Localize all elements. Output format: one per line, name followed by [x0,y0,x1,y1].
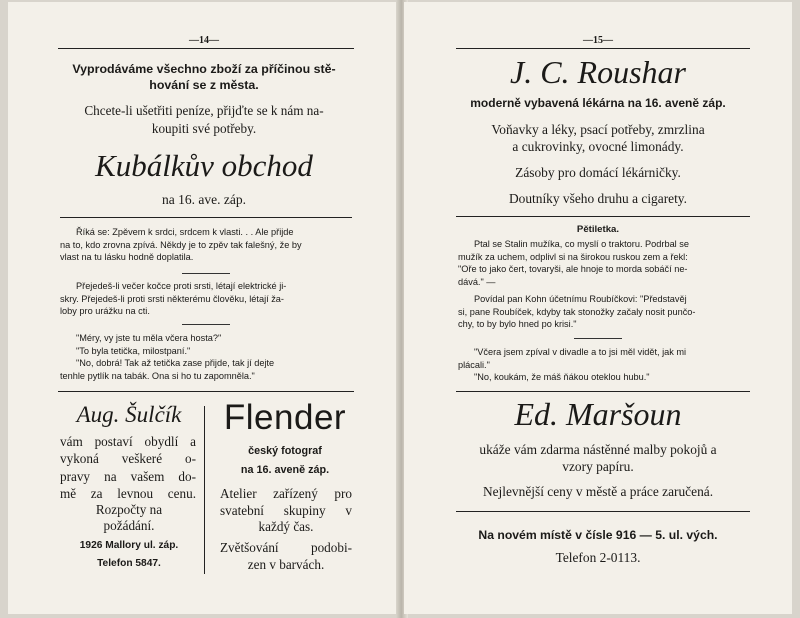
marsoun-location: Na novém místě v čísle 916 — 5. ul. vých. [478,528,718,542]
ad-divider [204,406,205,574]
marsoun-name: Ed. Maršoun [514,396,682,432]
anecdote-singing [60,226,352,264]
sulcik-line: vykoná veškeré o- [60,451,196,467]
flender-name: Flender [223,398,347,437]
anecdote-line: dává." — [458,276,496,287]
right-page [404,2,792,614]
sulcik-body [60,433,196,503]
flender-line: Atelier zařízený pro [220,486,352,501]
roushar-tagline: moderně vybavená lékárna na 16. avenĕ záp. [470,96,726,110]
sulcik-estimate-line2: požádání. [103,518,155,533]
flender-body [220,486,352,536]
page-number: —15— [583,35,613,46]
anecdote-stalin [458,238,750,288]
anecdote-line: vlast na tu lásku hodně doplatila. [60,252,194,263]
anecdote-line: "No, dobrá! Tak až tetička zase přijde, tak jí dejte [76,358,275,369]
anecdote-line: Ptal se Stalin mužíka, co myslí o traktoru. Podrbal se [474,239,689,249]
roushar-products-line1: Voňavky a léky, psací potřeby, zmrzlina [491,122,705,137]
anecdote-line: si, pane Roubíček, kdyby tak stonožky začaly nosit punčo- [458,306,696,317]
roushar-name: J. C. Roushar [510,54,686,90]
divider [182,273,230,274]
roushar-cigars: Doutníky všeho druhu a cigarety. [508,191,687,206]
section-rule [60,217,352,218]
section-rule [58,391,354,392]
sulcik-address: 1926 Mallory ul. záp. [79,540,179,551]
flender-line: každý čas. [258,519,314,535]
anecdote-cat [60,280,352,318]
roushar-supplies: Zásoby pro domácí lékárničky. [515,165,681,180]
section-rule [456,511,750,512]
savings-line1: Chcete-li ušetřiti peníze, přijďte se k nám na- [84,103,324,118]
top-rule [58,48,354,49]
divider [574,338,622,339]
anecdote-mary [60,332,352,382]
sulcik-line: pravy na vašem do- [60,468,196,484]
anecdote-line: skry. Přejedeš-li proti srsti některému člověku, létají ža- [60,293,284,304]
section-rule [456,216,750,217]
flender-line: zen v barvách. [247,556,325,572]
savings-line2: koupiti své potřeby. [151,121,257,136]
flender-enlarge [220,540,352,573]
sulcik-estimate-line1: Rozpočty na [95,502,163,517]
marsoun-line1: ukáže vám zdarma nástěnné malby pokojů a [479,442,717,457]
sulcik-phone: Telefon 5847. [97,558,161,569]
flender-subtitle: český fotograf [248,445,322,457]
anecdote-theatre [458,346,750,384]
store-name: Kubálkův obchod [95,148,313,183]
roushar-products-line2: a cukrovinky, ovocné limonády. [512,139,684,154]
anecdote-line: "Méry, vy jste tu měla včera hosta?" [76,333,222,343]
anecdote-line: tenhle pytlík na tabák. Ona si ho tu zapomněla." [60,370,255,381]
anecdote-line: Povídal pan Kohn účetnímu Roubíčkovi: "Představěj [474,294,687,304]
divider [182,324,230,325]
anecdote-line: "Oře to jako čert, tovaryši, ale hnoje to morda sobáčí ne- [458,264,688,275]
petiletka-title: Pětiletka. [576,224,620,235]
anecdote-line: Přejedeš-li večer kočce proti srsti, létají elektrické ji- [76,281,287,291]
marsoun-prices: Nejlevnější ceny v městě a práce zaručená. [482,484,714,499]
anecdote-line: "Včera jsem zpíval v divadle a to jsi měl vidět, jak mi [474,347,687,357]
section-rule [456,391,750,392]
store-address: na 16. ave. záp. [162,192,246,207]
marsoun-phone: Telefon 2-0113. [555,550,641,565]
anecdote-line: "No, koukám, že máš ňákou oteklou hubu." [474,372,650,383]
anecdote-line: na to, kdo zrovna zpívá. Někdy je to zpěv tak falešný, že by [60,239,302,250]
anecdote-line: chy, to by bylo hned po krisi." [458,319,577,330]
anecdote-line: Říká se: Zpěvem k srdci, srdcem k vlasti. . . Ale přijde [76,227,294,237]
top-rule [456,48,750,49]
flender-line: svatební skupiny v [220,502,352,518]
sulcik-line: mě za levnou cenu. [60,486,196,502]
anecdote-line: loby pro urážku na cti. [60,306,150,317]
closing-notice-line1: Vyprodáváme všechno zboží za příčinou stě- [72,62,336,76]
anecdote-line: mužík za uchem, odplivl si na širokou ruskou zem a řekl: [458,251,688,262]
anecdote-kohn [458,293,750,331]
anecdote-line: "To byla tetička, milostpaní." [76,345,191,356]
flender-address: na 16. avenĕ záp. [240,464,330,476]
sulcik-line: vám postaví obydlí a [60,434,196,449]
anecdote-line: plácali." [458,359,490,370]
sulcik-name: Aug. Šulčík [76,402,182,427]
marsoun-line2: vzory papíru. [562,459,634,474]
closing-notice-line2: hování se z města. [149,78,259,92]
left-page [8,2,400,614]
page-number: —14— [189,35,219,46]
flender-line: Zvětšování podobi- [220,540,352,555]
